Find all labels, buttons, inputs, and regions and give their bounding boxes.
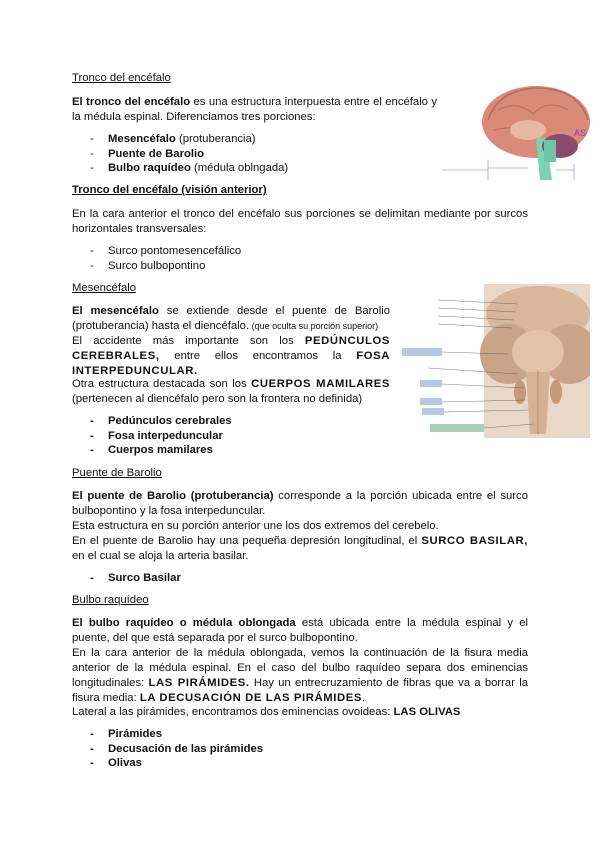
brain-sagittal-figure [428, 80, 590, 190]
brain-label: AS [574, 128, 587, 138]
paragraph-puente-3: En el puente de Barolio hay una pequeña depresión longitudinal, el SURCO BASILAR, en el cual se aloja la arteria basilar. [72, 535, 529, 562]
list-item: - Pirámides [90, 727, 263, 742]
list-mesencefalo [90, 414, 232, 458]
paragraph-bulbo-2: En la cara anterior de la médula oblongada, vemos la continuación de la fisura media anterior de la médula espinal. En el caso del bulbo raquídeo separa dos eminencias longitudinales: LAS PIRÁMIDES. Hay un entrecruzamiento de fibras que va a borrar la fisura media: LA DECUSACIÓN DE LAS PIRÁMIDES. [72, 647, 528, 704]
list-item: - Bulbo raquídeo (médula oblngada) [90, 161, 288, 176]
paragraph-tronco-intro: El tronco del encéfalo es una estructura interpuesta entre el encéfalo y la médula espinal. Diferenciamos tres porciones: [72, 96, 437, 123]
list-item: - Fosa interpeduncular [90, 429, 232, 444]
list-item: - Surco bulbopontino [90, 259, 241, 274]
list-porciones [90, 132, 288, 176]
list-surcos [90, 244, 241, 273]
paragraph-puente-2: Esta estructura en su porción anterior une los dos extremos del cerebelo. [72, 520, 439, 532]
list-bulbo [90, 727, 263, 771]
brainstem-anterior-icon [398, 284, 590, 438]
paragraph-mesencefalo-2: El accidente más importante son los PEDÚNCULOS CEREBRALES, entre ellos encontramos la FOSA INTERPEDUNCULAR. [72, 335, 390, 377]
section-heading-puente: Puente de Barolio [72, 467, 162, 479]
list-item: - Pedúnculos cerebrales [90, 414, 232, 429]
list-item: - Surco Basilar [90, 571, 181, 586]
list-item: - Surco pontomesencefálico [90, 244, 241, 259]
paragraph-bulbo-1: El bulbo raquídeo o médula oblongada está ubicada entre la médula espinal y el puente, del que está separada por el surco bulbopontino. [72, 617, 529, 644]
paragraph-mesencefalo-1: El mesencéfalo se extiende desde el puente de Barolio (protuberancia) hasta el diencéfalo. (que oculta su porción superior) [72, 305, 390, 332]
section-heading-bulbo: Bulbo raquídeo [72, 594, 149, 606]
list-item: - Decusación de las pirámides [90, 742, 263, 757]
list-item: - Olivas [90, 756, 263, 771]
paragraph-mesencefalo-3: Otra estructura destacada son los CUERPOS MAMILARES (pertenecen al diencéfalo pero son la frontera no definida) [72, 378, 390, 405]
section-heading-tronco: Tronco del encéfalo [72, 72, 171, 84]
list-item: - Cuerpos mamilares [90, 443, 232, 458]
section-heading-vision-anterior: Tronco del encéfalo (visión anterior) [72, 184, 267, 196]
list-puente [90, 571, 181, 586]
brain-sagittal-icon [428, 80, 590, 190]
list-item: - Puente de Barolio [90, 147, 288, 162]
list-item: - Mesencéfalo (protuberancia) [90, 132, 288, 147]
brainstem-anterior-figure [398, 284, 590, 438]
paragraph-vision-anterior: En la cara anterior el tronco del encéfalo sus porciones se delimitan mediante por surcos horizontales transversales: [72, 208, 528, 235]
paragraph-puente-1: El puente de Barolio (protuberancia) corresponde a la porción ubicada entre el surco bulbopontino y la fosa interpeduncular. [72, 490, 528, 517]
section-heading-mesencefalo: Mesencéfalo [72, 282, 137, 294]
paragraph-bulbo-3: Lateral a las pirámides, encontramos dos eminencias ovoideas: LAS OLIVAS [72, 706, 461, 718]
